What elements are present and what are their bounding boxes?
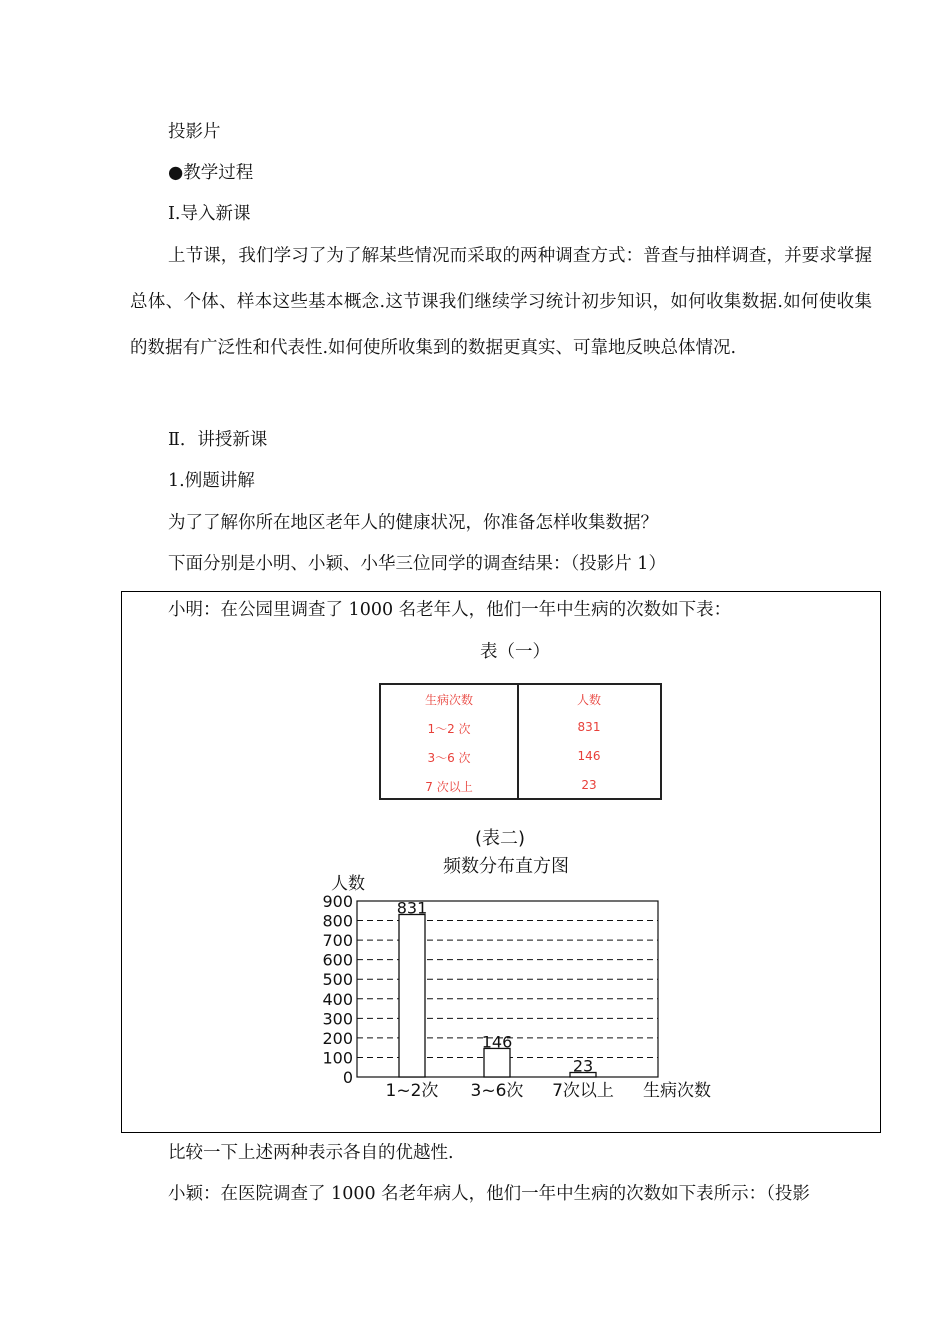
table-cell: 23	[581, 778, 597, 792]
y-tick-label: 400	[322, 989, 353, 1009]
chart-subtitle: 频数分布直方图	[443, 856, 569, 877]
table-cell: 7 次以上	[425, 780, 473, 794]
y-tick-label: 200	[322, 1028, 353, 1048]
table-cell: 1～2 次	[427, 722, 471, 736]
y-tick-label: 600	[322, 950, 353, 970]
table-header-count: 生病次数	[424, 693, 473, 707]
heading-teaching-process: ●教学过程	[168, 163, 254, 183]
y-tick-label: 0	[342, 1068, 353, 1087]
x-axis-label: 生病次数	[643, 1081, 711, 1101]
y-tick-label: 500	[322, 970, 353, 990]
heading-example: 1.例题讲解	[168, 471, 255, 491]
y-axis-label: 人数	[331, 874, 365, 894]
table-caption: 表（一）	[480, 642, 550, 662]
table-header-people: 人数	[576, 693, 601, 707]
x-tick-label: 7次以上	[552, 1081, 614, 1101]
x-tick-label: 3~6次	[470, 1081, 524, 1101]
xiaoying-intro: 小颖：在医院调查了 1000 名老年病人，他们一年中生病的次数如下表所示：（投影	[168, 1184, 810, 1204]
table-cell: 146	[577, 749, 601, 763]
heading-new-lesson: Ⅱ．讲授新课	[168, 430, 268, 450]
histogram-bar	[484, 1048, 510, 1077]
x-tick-label: 1~2次	[385, 1081, 439, 1101]
compare-text: 比较一下上述两种表示各自的优越性.	[168, 1143, 454, 1163]
y-tick-label: 800	[322, 911, 353, 931]
intro-paragraph: 上节课，我们学习了为了解某些情况而采取的两种调查方式：普查与抽样调查，并要求掌握总体、个体、样本这些基本概念.这节课我们继续学习统计初步知识，如何收集数据.如何使收集的数据有广泛性和代表性.如何使所收集到的数据更真实、可靠地反映总体情况.	[130, 246, 872, 358]
results-intro: 下面分别是小明、小颖、小华三位同学的调查结果：（投影片 1）	[168, 554, 666, 574]
chart-title: (表二)	[474, 828, 526, 849]
histogram-chart	[300, 820, 740, 1110]
table-divider	[517, 685, 519, 798]
histogram-bar	[399, 914, 425, 1077]
bar-value-label: 831	[396, 898, 428, 918]
heading-slide: 投影片	[168, 122, 221, 142]
heading-intro: Ⅰ.导入新课	[168, 204, 251, 224]
bar-value-label: 146	[481, 1032, 513, 1052]
bar-value-label: 23	[572, 1056, 594, 1076]
table-cell: 3～6 次	[427, 751, 471, 765]
y-tick-label: 300	[322, 1009, 353, 1029]
question-text: 为了了解你所在地区老年人的健康状况，你准备怎样收集数据？	[168, 513, 658, 533]
table-cell: 831	[577, 720, 601, 734]
y-tick-label: 100	[322, 1048, 353, 1068]
y-tick-label: 900	[322, 892, 353, 911]
xiaoming-intro: 小明：在公园里调查了 1000 名老年人，他们一年中生病的次数如下表：	[168, 600, 732, 620]
frequency-table	[379, 683, 662, 800]
y-tick-label: 700	[322, 931, 353, 951]
